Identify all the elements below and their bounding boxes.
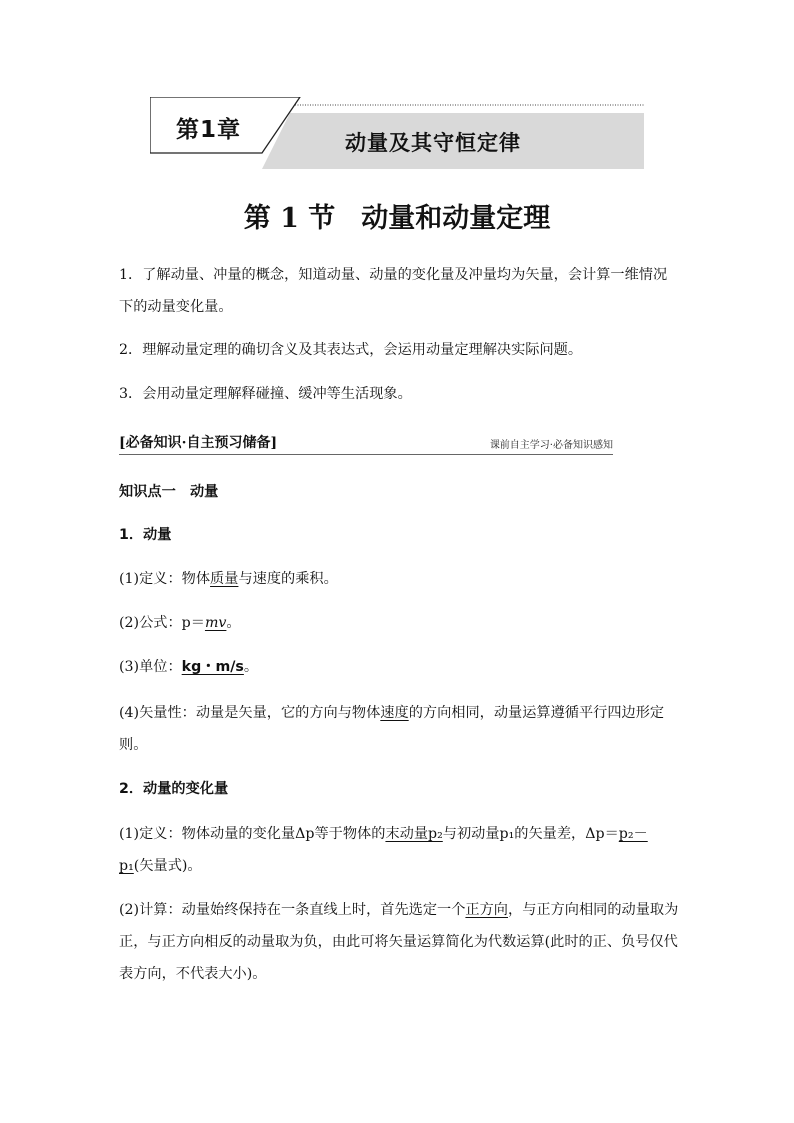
definition-suffix: 与速度的乘积。 [238, 571, 338, 587]
chapter-label: 第1章 [176, 117, 242, 143]
formula-prefix: (2)公式：p＝ [119, 615, 205, 631]
calc-b: ，与正方向相同的动量取为正，与正方向相反的动量取为负，由此可将矢量运算简化为代数运算(此时的正、负号仅代表方向，不代表大小)。 [119, 902, 679, 982]
calculation-line [119, 894, 679, 990]
change-definition-line [119, 818, 679, 882]
subheading-momentum: 1．动量 [119, 527, 172, 543]
objective-3: 3．会用动量定理解释碰撞、缓冲等生活现象。 [119, 386, 412, 402]
section-bar-label: [必备知识·自主预习储备] [119, 435, 278, 451]
change-def-b: 与初动量p₁的矢量差，Δp＝ [442, 826, 619, 842]
section-title [0, 196, 794, 235]
blank-mass: 质量 [210, 571, 239, 587]
formula-line [119, 607, 679, 639]
chapter-banner [150, 97, 644, 169]
section-bar-note: 课前自主学习·必备知识感知 [489, 440, 613, 451]
unit-line [119, 651, 679, 683]
objective-1: 1．了解动量、冲量的概念，知道动量、动量的变化量及冲量均为矢量，会计算一维情况下的动量变化量。 [119, 267, 668, 315]
blank-formula: mv [204, 615, 227, 631]
vector-line [119, 697, 679, 761]
vector-prefix: (4)矢量性：动量是矢量，它的方向与物体 [119, 705, 381, 721]
section-name: 动量和动量定理 [361, 203, 551, 234]
formula-suffix: 。 [226, 615, 241, 631]
vector-suffix: 的方向相同，动量运算遵循平行四边形定则。 [119, 705, 665, 753]
section-bar [119, 430, 613, 455]
chapter-title: 动量及其守恒定律 [345, 131, 521, 155]
change-def-a: (1)定义：物体动量的变化量Δp等于物体的 [119, 826, 386, 842]
blank-velocity: 速度 [380, 705, 409, 721]
definition-prefix: (1)定义：物体 [119, 571, 211, 587]
calc-a: (2)计算：动量始终保持在一条直线上时，首先选定一个 [119, 902, 466, 918]
unit-prefix: (3)单位： [119, 659, 182, 675]
definition-line [119, 563, 679, 595]
unit-suffix: 。 [243, 659, 259, 675]
change-def-c: (矢量式)。 [133, 858, 202, 874]
section-number: 第 1 节 [243, 203, 336, 234]
blank-positive-direction: 正方向 [465, 902, 508, 918]
objective-2: 2．理解动量定理的确切含义及其表达式，会运用动量定理解决实际问题。 [119, 342, 583, 358]
knowledge-point-title: 知识点一 动量 [119, 484, 219, 500]
blank-unit: kg・m/s [181, 659, 244, 675]
blank-momentum-difference: p₂－p₁ [119, 826, 648, 874]
subheading-momentum-change: 2．动量的变化量 [119, 781, 229, 797]
blank-final-momentum: 末动量p₂ [385, 826, 443, 842]
